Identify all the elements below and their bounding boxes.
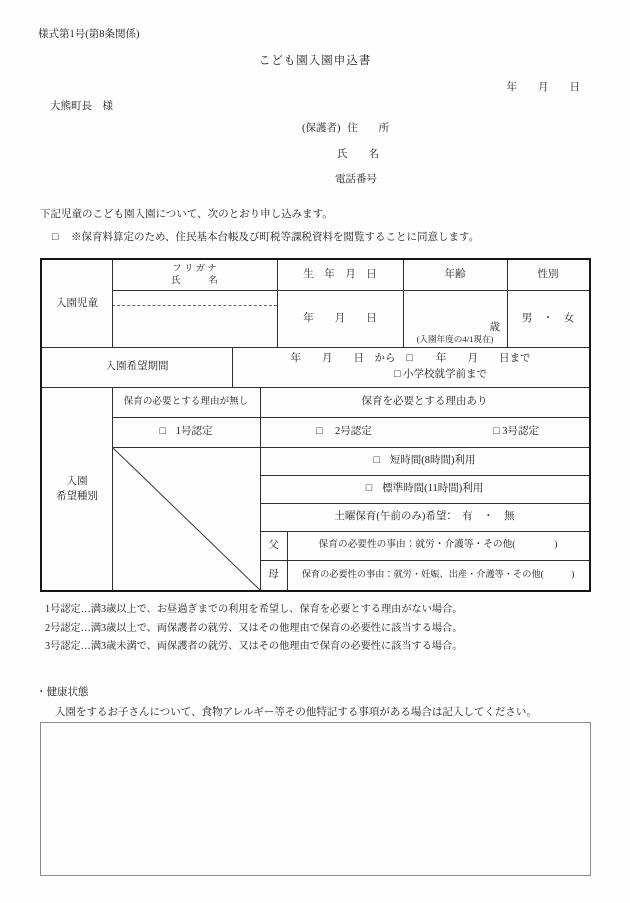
father-reason-field[interactable]: 保育の必要性の事由：就労・介護等・その他( ) — [318, 539, 558, 551]
addressee: 大熊町長 様 — [50, 101, 113, 112]
guardian-phone-label: 電話番号 — [335, 174, 377, 185]
birthdate-header: 生 年 月 日 — [303, 269, 377, 281]
furigana-header-label: フ リ ガ ナ — [172, 263, 217, 274]
period-line1 — [290, 351, 530, 367]
age-note: (入園年度の4/1現在) — [416, 334, 494, 345]
short-time-label: 短時間(8時間)利用 — [389, 455, 476, 467]
age-header: 年齢 — [444, 269, 466, 281]
period-end-checkbox[interactable]: □ — [406, 353, 413, 364]
standard-time-label: 標準時間(11時間)利用 — [382, 483, 484, 495]
note-cert3: 3号認定…満3歳未満で、両保護者の就労、又はその他理由で保育の必要性に該当する場合。 — [45, 641, 463, 652]
application-table — [40, 258, 591, 592]
saturday-care-select[interactable]: 土曜保育(午前のみ)希望： 有 ・ 無 — [334, 511, 515, 523]
child-row-label: 入園児童 — [56, 297, 98, 309]
cert3-checkbox[interactable]: □ — [493, 426, 500, 438]
standard-time-option[interactable] — [260, 475, 589, 503]
care-reason-header: 保育を必要とする理由あり — [361, 396, 488, 408]
standard-time-checkbox[interactable]: □ — [365, 483, 373, 495]
type-section-label — [42, 387, 112, 590]
period-field[interactable] — [232, 347, 589, 387]
guardian-name-label: 氏 名 — [337, 149, 379, 160]
period-to-text: 年 月 日まで — [415, 353, 531, 364]
preschool-text: 小学校就学前まで — [402, 369, 487, 380]
health-heading: ・健康状態 — [36, 687, 89, 698]
birthdate-field[interactable]: 年 月 日 — [303, 312, 377, 324]
furigana-name-header — [112, 260, 277, 290]
child-name-field[interactable] — [112, 290, 277, 347]
father-label: 父 — [268, 539, 279, 551]
address-label: 住 所 — [347, 123, 390, 134]
type-label-line2: 希望種別 — [56, 490, 98, 502]
cert1-option[interactable] — [112, 417, 260, 447]
period-line2 — [394, 367, 487, 383]
age-field[interactable] — [403, 290, 507, 347]
short-time-checkbox[interactable]: □ — [373, 455, 380, 467]
cert23-options — [260, 417, 589, 447]
form-number: 様式第1号(第8条関係) — [38, 29, 140, 40]
mother-reason-field[interactable]: 保育の必要性の事由：就労・妊娠、出産・介護等・その他( ) — [301, 569, 575, 580]
guardian-prefix: (保護者) — [302, 123, 341, 134]
mother-label: 母 — [268, 569, 279, 581]
cert3-option[interactable] — [493, 425, 539, 438]
health-instruction: 入園をするお子さんについて、食物アレルギー等その他特記する事項がある場合は記入してください。 — [55, 707, 537, 718]
cert2-option[interactable] — [316, 425, 372, 438]
cert1-checkbox[interactable]: □ — [159, 426, 166, 438]
page-title: こども園入園申込書 — [258, 55, 372, 67]
note-cert2: 2号認定…満3歳以上で、両保護者の就労、又はその他理由で保育の必要性に該当する場合。 — [45, 622, 463, 634]
age-unit-label: 歳 — [489, 322, 500, 334]
preschool-checkbox[interactable]: □ — [394, 369, 401, 380]
short-time-option[interactable] — [260, 447, 589, 475]
type-label-line1: 入園 — [66, 475, 88, 487]
period-from-text: 年 月 日 から — [290, 353, 396, 364]
sex-select[interactable]: 男 ・ 女 — [521, 312, 575, 324]
health-entry-box[interactable] — [40, 722, 591, 876]
consent-row — [52, 231, 479, 244]
intro-statement: 下記児童のこども園入園について、次のとおり申し込みます。 — [40, 209, 333, 220]
diagonal-line — [112, 447, 260, 590]
consent-text: ※保育料算定のため、住民基本台帳及び町税等課税資料を閲覧することに同意します。 — [70, 232, 480, 243]
cert1-label: 1号認定 — [175, 426, 213, 438]
date-line[interactable]: 年 月 日 — [506, 82, 580, 93]
period-label: 入園希望期間 — [105, 361, 169, 373]
guardian-address-row — [302, 122, 389, 135]
sex-header: 性別 — [537, 269, 559, 281]
consent-checkbox[interactable]: □ — [52, 232, 59, 243]
name-header-label: 氏 名 — [171, 276, 218, 286]
cert2-checkbox[interactable]: □ — [316, 426, 323, 438]
strikethrough-cell — [112, 447, 260, 590]
cert3-label: 3号認定 — [502, 426, 539, 438]
note-cert1: 1号認定…満3歳以上で、お昼過ぎまでの利用を希望し、保育を必要とする理由がない場合。 — [45, 604, 463, 615]
certification-notes — [45, 601, 462, 657]
cert2-label: 2号認定 — [334, 426, 372, 438]
no-care-reason-header: 保育の必要とする理由が無し — [123, 396, 249, 407]
